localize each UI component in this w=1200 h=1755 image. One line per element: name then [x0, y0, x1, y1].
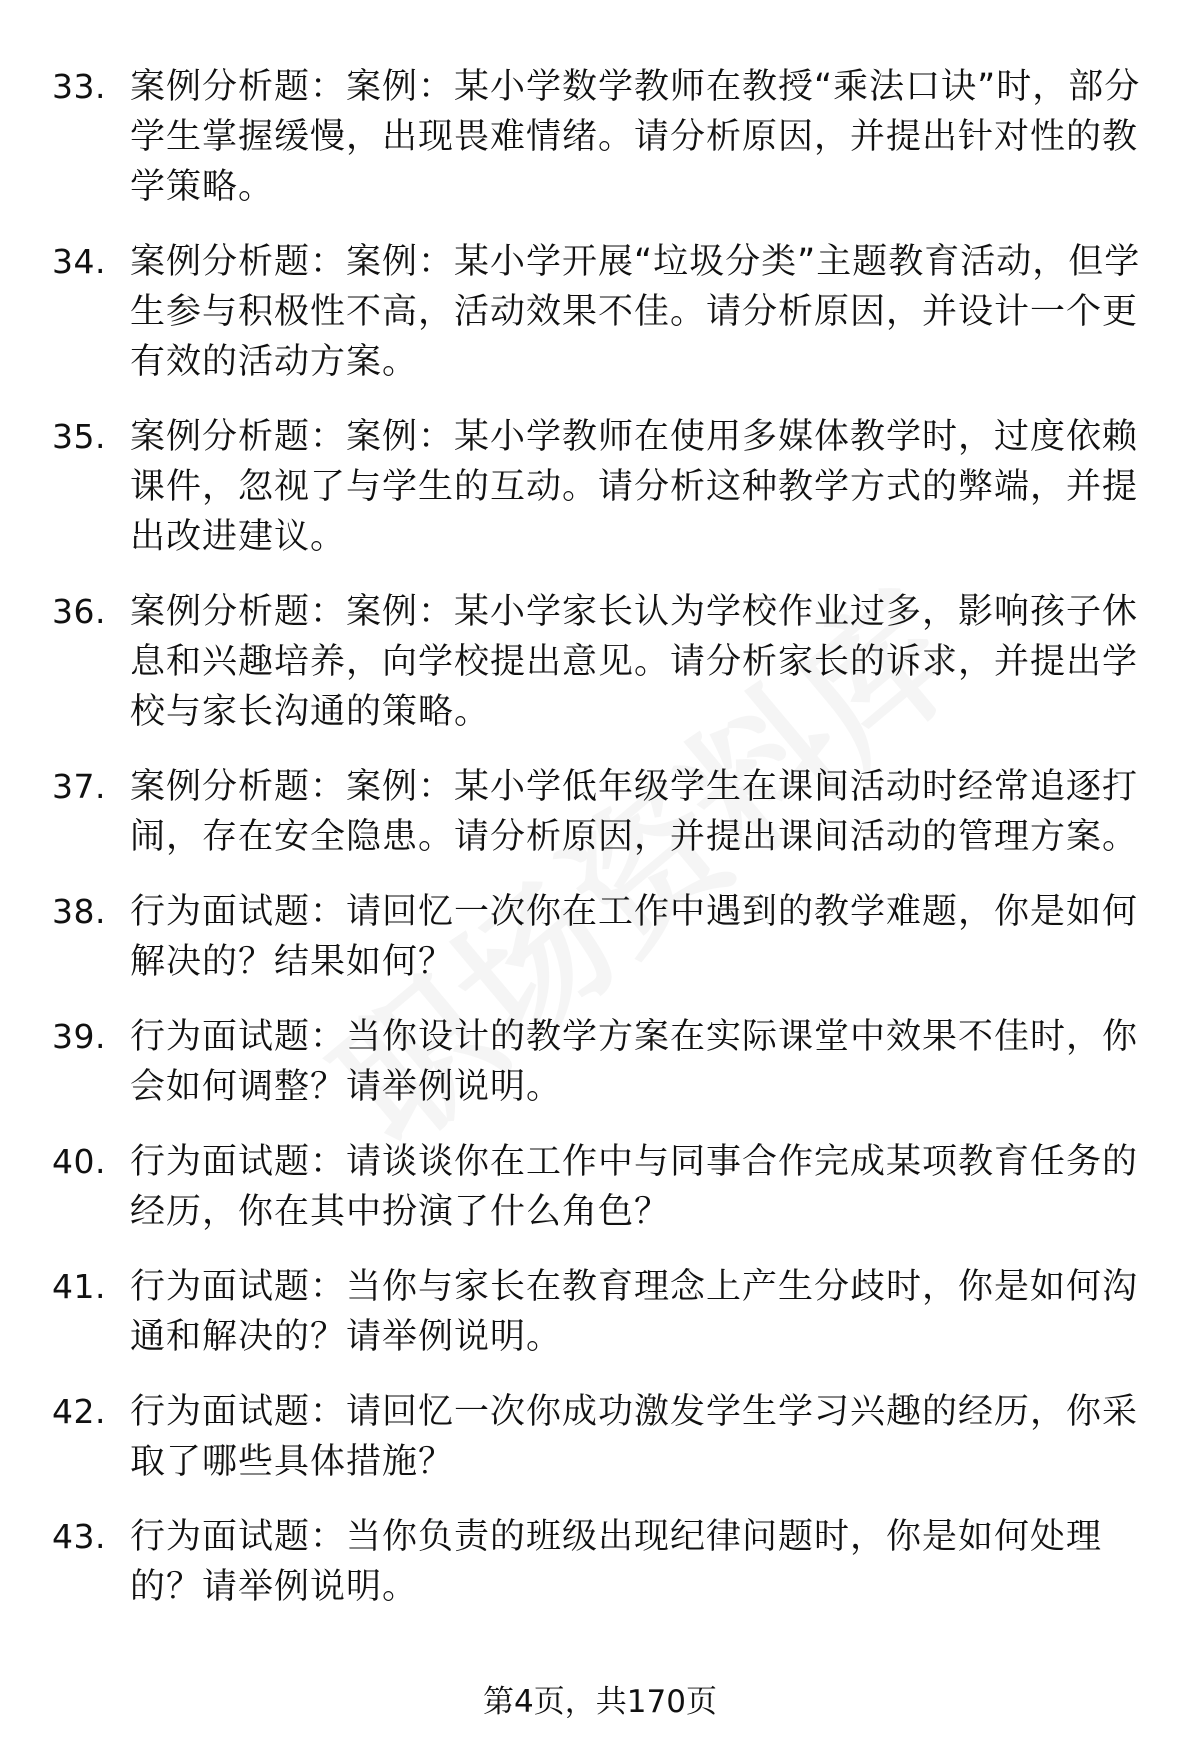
question-item-34 [52, 237, 1142, 387]
question-number: 40. [52, 1142, 106, 1181]
question-list [52, 62, 1142, 1637]
question-number: 43. [52, 1517, 106, 1556]
question-item-33 [52, 62, 1142, 212]
question-number: 42. [52, 1392, 106, 1431]
question-text: 案例分析题：案例：某小学家长认为学校作业过多，影响孩子休息和兴趣培养，向学校提出意见。请分析家长的诉求，并提出学校与家长沟通的策略。 [130, 592, 1139, 732]
question-item-41 [52, 1262, 1142, 1362]
question-number: 37. [52, 767, 106, 806]
question-item-36 [52, 587, 1142, 737]
question-text: 案例分析题：案例：某小学教师在使用多媒体教学时，过度依赖课件，忽视了与学生的互动。请分析这种教学方式的弊端，并提出改进建议。 [130, 417, 1139, 557]
question-item-35 [52, 412, 1142, 562]
question-text: 行为面试题：当你负责的班级出现纪律问题时，你是如何处理的？请举例说明。 [130, 1517, 1103, 1607]
question-number: 36. [52, 592, 106, 631]
question-number: 33. [52, 67, 106, 106]
question-text: 行为面试题：请谈谈你在工作中与同事合作完成某项教育任务的经历，你在其中扮演了什么角色？ [130, 1142, 1139, 1232]
question-number: 41. [52, 1267, 106, 1306]
question-item-39 [52, 1012, 1142, 1112]
question-number: 34. [52, 242, 106, 281]
question-text: 行为面试题：当你设计的教学方案在实际课堂中效果不佳时，你会如何调整？请举例说明。 [130, 1017, 1139, 1107]
question-item-42 [52, 1387, 1142, 1487]
question-number: 39. [52, 1017, 106, 1056]
page-footer: 第4页，共170页 [483, 1684, 717, 1720]
question-item-38 [52, 887, 1142, 987]
question-number: 35. [52, 417, 106, 456]
question-text: 案例分析题：案例：某小学开展“垃圾分类”主题教育活动，但学生参与积极性不高，活动效果不佳。请分析原因，并设计一个更有效的活动方案。 [130, 242, 1141, 382]
question-text: 行为面试题：请回忆一次你成功激发学生学习兴趣的经历，你采取了哪些具体措施？ [130, 1392, 1139, 1482]
question-text: 行为面试题：当你与家长在教育理念上产生分歧时，你是如何沟通和解决的？请举例说明。 [130, 1267, 1139, 1357]
question-number: 38. [52, 892, 106, 931]
question-item-43 [52, 1512, 1142, 1612]
question-text: 案例分析题：案例：某小学数学教师在教授“乘法口诀”时，部分学生掌握缓慢，出现畏难情绪。请分析原因，并提出针对性的教学策略。 [130, 67, 1141, 207]
question-text: 案例分析题：案例：某小学低年级学生在课间活动时经常追逐打闹，存在安全隐患。请分析原因，并提出课间活动的管理方案。 [130, 767, 1139, 857]
question-item-37 [52, 762, 1142, 862]
question-text: 行为面试题：请回忆一次你在工作中遇到的教学难题，你是如何解决的？结果如何？ [130, 892, 1139, 982]
question-item-40 [52, 1137, 1142, 1237]
